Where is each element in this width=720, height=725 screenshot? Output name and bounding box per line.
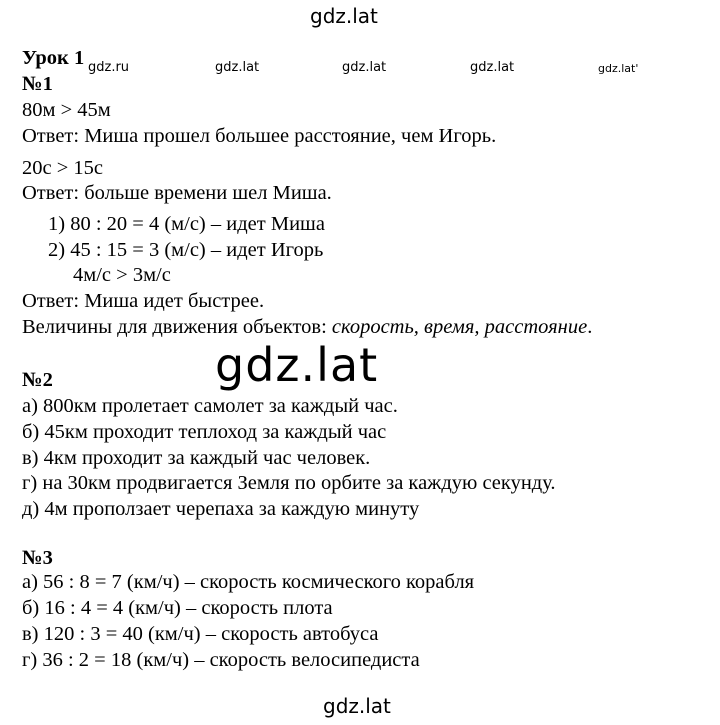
task1-line1: 80м > 45м	[22, 99, 111, 121]
task1-quantities-prefix: Величины для движения объектов:	[22, 316, 332, 338]
watermark-bottom: gdz.lat	[323, 694, 391, 718]
task3-item-c: в) 120 : 3 = 40 (км/ч) – скорость автобуса	[22, 623, 379, 645]
task1-quantities-suffix: .	[587, 316, 593, 338]
watermark-small-4: gdz.lat	[470, 60, 515, 75]
task1-line4: Ответ: больше времени шел Миша.	[22, 182, 332, 204]
watermark-small-1: gdz.ru	[88, 60, 130, 75]
task2-item-d: г) на 30км продвигается Земля по орбите за каждую секунду.	[22, 472, 556, 494]
task3-heading: №3	[22, 547, 53, 569]
task2-item-a: а) 800км пролетает самолет за каждый час.	[22, 395, 398, 417]
task3-item-d: г) 36 : 2 = 18 (км/ч) – скорость велосипедиста	[22, 649, 420, 671]
task1-line2: Ответ: Миша прошел большее расстояние, чем Игорь.	[22, 125, 497, 147]
task2-item-c: в) 4км проходит за каждый час человек.	[22, 447, 371, 469]
task1-step2: 2) 45 : 15 = 3 (м/с) – идет Игорь	[48, 239, 324, 261]
task1-quantities	[22, 315, 592, 339]
task1-compare: 4м/с > 3м/с	[73, 264, 171, 286]
task1-heading: №1	[22, 73, 53, 95]
lesson-title: Урок 1	[22, 47, 85, 69]
watermark-small-5: gdz.lat'	[598, 62, 639, 75]
watermark-top: gdz.lat	[310, 4, 378, 28]
watermark-big: gdz.lat	[215, 338, 379, 392]
task1-step1: 1) 80 : 20 = 4 (м/с) – идет Миша	[48, 213, 325, 235]
watermark-small-2: gdz.lat	[215, 60, 260, 75]
task2-item-e: д) 4м проползает черепаха за каждую минуту	[22, 498, 420, 520]
task3-item-b: б) 16 : 4 = 4 (км/ч) – скорость плота	[22, 597, 333, 619]
task1-answer: Ответ: Миша идет быстрее.	[22, 290, 265, 312]
task1-quantities-list: скорость, время, расстояние	[331, 316, 588, 338]
watermark-small-3: gdz.lat	[342, 60, 387, 75]
task2-item-b: б) 45км проходит теплоход за каждый час	[22, 421, 387, 443]
task3-item-a: а) 56 : 8 = 7 (км/ч) – скорость космического корабля	[22, 571, 475, 593]
task1-line3: 20с > 15с	[22, 157, 104, 179]
task2-heading: №2	[22, 369, 53, 391]
